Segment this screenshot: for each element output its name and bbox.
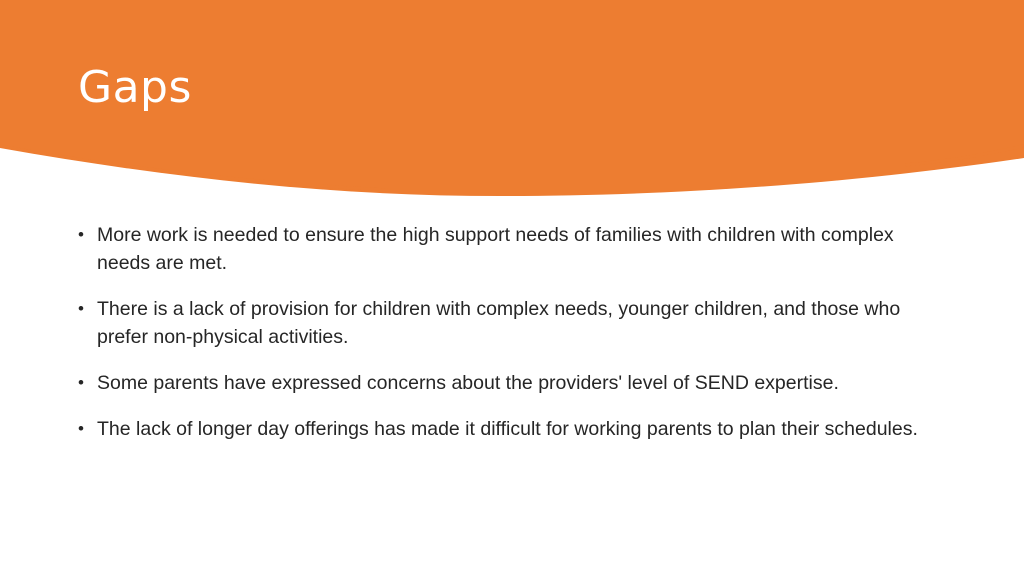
bullet-marker: •: [78, 419, 84, 438]
bullet-item: [78, 415, 948, 443]
bullet-text: The lack of longer day offerings has made it difficult for working parents to plan their schedules.: [97, 418, 918, 440]
bullet-item: [78, 221, 948, 277]
bullet-item: [78, 369, 948, 397]
bullet-text: There is a lack of provision for children with complex needs, younger children, and those who prefer non-physical activities.: [97, 298, 901, 348]
bullet-item: [78, 295, 948, 351]
bullet-marker: •: [78, 225, 84, 244]
bullet-marker: •: [78, 299, 84, 318]
bullet-list: [78, 221, 948, 461]
bullet-text: More work is needed to ensure the high support needs of families with children with complex needs are met.: [97, 224, 894, 274]
bullet-text: Some parents have expressed concerns about the providers' level of SEND expertise.: [97, 372, 839, 394]
bullet-marker: •: [78, 373, 84, 392]
slide-title: Gaps: [78, 62, 192, 113]
